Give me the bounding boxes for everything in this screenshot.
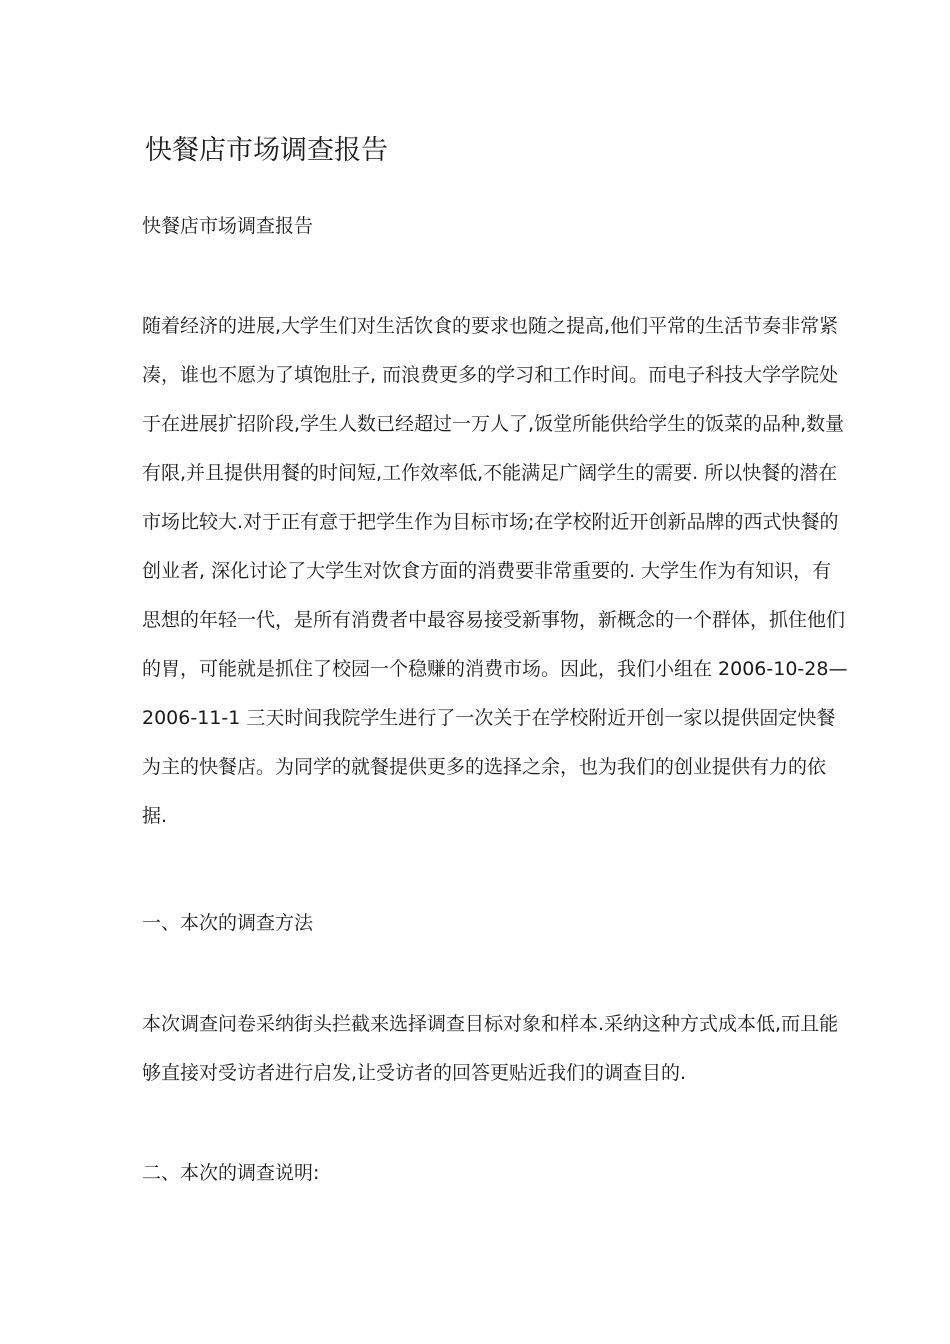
intro-paragraph [142, 302, 942, 841]
section-line: 够直接对受访者进行启发,让受访者的回答更贴近我们的调查目的. [142, 1062, 687, 1084]
intro-line: 据. [142, 805, 168, 827]
section-heading-survey-notes: 二、本次的调查说明: [142, 1162, 320, 1184]
section-line: 本次调查问卷采纳街头拦截来选择调查目标对象和样本.采纳这种方式成本低,而且能 [142, 1013, 839, 1035]
section-heading-survey-method: 一、本次的调查方法 [142, 912, 314, 934]
intro-line: 2006-11-1 三天时间我院学生进行了一次关于在学校附近开创一家以提供固定快餐 [142, 707, 836, 729]
document-title: 快餐店市场调查报告 [145, 135, 388, 166]
document-subtitle: 快餐店市场调查报告 [142, 215, 314, 237]
intro-line: 为主的快餐店。为同学的就餐提供更多的选择之余，也为我们的创业提供有力的依 [142, 756, 827, 778]
section-paragraph-survey-method [142, 1000, 942, 1098]
intro-line: 思想的年轻一代，是所有消费者中最容易接受新事物，新概念的一个群体，抓住他们 [142, 609, 846, 631]
intro-line: 创业者, 深化讨论了大学生对饮食方面的消费要非常重要的. 大学生作为有知识，有 [142, 560, 832, 582]
intro-line: 于在进展扩招阶段,学生人数已经超过一万人了,饭堂所能供给学生的饭菜的品种,数量 [142, 413, 845, 435]
intro-line: 随着经济的进展,大学生们对生活饮食的要求也随之提高,他们平常的生活节奏非常紧 [142, 315, 839, 337]
intro-line: 的胃，可能就是抓住了校园一个稳赚的消费市场。因此，我们小组在 2006-10-28— [142, 658, 848, 680]
intro-line: 市场比较大.对于正有意于把学生作为目标市场;在学校附近开创新品牌的西式快餐的 [142, 511, 839, 533]
intro-line: 有限,并且提供用餐的时间短,工作效率低,不能满足广阔学生的需要. 所以快餐的潜在 [142, 462, 838, 484]
intro-line: 凑，谁也不愿为了填饱肚子, 而浪费更多的学习和工作时间。而电子科技大学学院处 [142, 364, 839, 386]
